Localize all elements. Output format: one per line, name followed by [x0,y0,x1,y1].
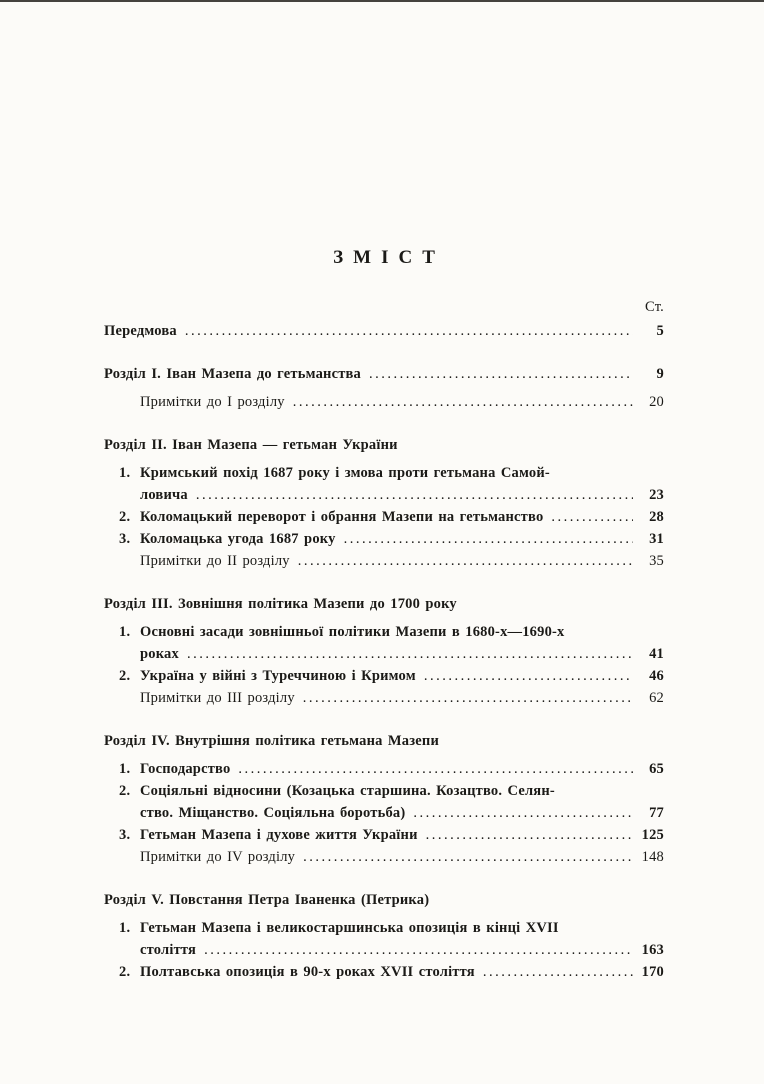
entry-last-line [140,846,664,868]
entry-body [140,687,664,709]
entry-number: 3. [119,531,131,547]
toc-section [104,889,664,983]
toc-entry [104,758,664,780]
section-heading [104,889,664,911]
entry-number: 3. [119,827,131,843]
entry-last-line [140,687,664,709]
page-number: 62 [649,690,664,706]
section-heading [104,434,664,456]
dot-leader [551,506,633,528]
page-number: 170 [641,964,664,980]
page-number: 46 [649,668,664,684]
entry-body [140,506,664,528]
section-heading-text: Розділ I. Іван Мазепа до гетьманства [104,366,362,382]
dot-leader [293,391,633,413]
toc-section [104,363,664,413]
entry-last-line [140,391,664,413]
toc-entry [104,824,664,846]
entry-line: Україна у війні з Туреччиною і Кримом [140,668,416,684]
entry-line: ловича [140,487,188,503]
dot-leader [303,846,633,868]
toc-list [104,320,664,983]
toc-entry [104,665,664,687]
entry-body [140,391,664,413]
toc-content [104,0,664,983]
toc-entry [104,506,664,528]
entry-body [140,917,664,961]
page-number: 125 [641,827,664,843]
entry-last-line [140,528,664,550]
entry-last-line [140,824,664,846]
entry-number: 1. [119,465,131,481]
toc-entry [104,621,664,665]
entry-line: Соціяльні відносини (Козацька старшина. Козацтво. Селян- [140,783,555,799]
entry-line: Коломацька угода 1687 року [140,531,336,547]
entry-last-line [140,665,664,687]
section-heading [104,363,664,385]
entry-number: 1. [119,920,131,936]
toc-entry [104,780,664,824]
entry-line: Передмова [104,323,177,339]
page-number: 65 [649,761,664,777]
dot-leader [483,961,633,983]
page-number: 31 [649,531,664,547]
toc-entry [104,320,664,342]
dot-leader [238,758,633,780]
page-number: 20 [649,394,664,410]
entry-line: Коломацький переворот і обрання Мазепи на гетьманство [140,509,544,525]
entry-line: Гетьман Мазепа і духове життя України [140,827,418,843]
page-number: 9 [656,366,664,382]
entry-line: Полтавська опозиція в 90-х роках XVII століття [140,964,475,980]
page-number: 28 [649,509,664,525]
entry-body [140,665,664,687]
section-heading [104,593,664,615]
section-heading-text: Розділ IV. Внутрішня політика гетьмана Мазепи [104,733,440,749]
entry-last-line [140,939,664,961]
entry-line: століття [140,942,197,958]
entry-body [140,528,664,550]
entry-line: Примітки до IV розділу [140,849,296,865]
toc-title: ЗМІСТ [333,247,445,268]
page-number: 23 [649,487,664,503]
page-number: 41 [649,646,664,662]
page-number: 77 [649,805,664,821]
toc-entry [104,462,664,506]
toc-section [104,593,664,709]
entry-body [140,961,664,983]
entry-number: 1. [119,624,131,640]
entry-body [140,462,664,506]
entry-line: ство. Міщанство. Соціяльна боротьба) [140,805,406,821]
page-number: 5 [656,323,664,339]
toc-section [104,320,664,342]
entry-line: Господарство [140,761,231,777]
dot-leader [187,643,633,665]
entry-last-line [140,550,664,572]
entry-line: Основні засади зовнішньої політики Мазепи в 1680-х—1690-х [140,624,565,640]
notes-entry [104,391,664,413]
page-column-label: Ст. [645,299,664,315]
toc-section [104,434,664,572]
entry-last-line [140,506,664,528]
entry-number: 1. [119,761,131,777]
entry-body [140,780,664,824]
entry-line: Гетьман Мазепа і великостаршинська опозиція в кінці XVII [140,920,559,936]
entry-number: 2. [119,668,131,684]
toc-entry [104,961,664,983]
entry-last-line [104,320,664,342]
dot-leader [413,802,633,824]
section-heading [104,730,664,752]
dot-leader [369,363,633,385]
entry-body [140,846,664,868]
entry-number: 2. [119,509,131,525]
toc-entry [104,528,664,550]
dot-leader [424,665,633,687]
entry-last-line [140,961,664,983]
dot-leader [298,550,633,572]
entry-number: 2. [119,783,131,799]
entry-last-line [140,758,664,780]
entry-body [140,824,664,846]
entry-number: 2. [119,964,131,980]
dot-leader [426,824,633,846]
page-number: 163 [641,942,664,958]
toc-entry [104,917,664,961]
entry-line: роках [140,646,179,662]
notes-entry [104,687,664,709]
dot-leader [344,528,633,550]
page-number: 35 [649,553,664,569]
entry-body [140,621,664,665]
page-number: 148 [641,849,664,865]
section-heading-text: Розділ II. Іван Мазепа — гетьман України [104,437,398,453]
section-heading-text: Розділ III. Зовнішня політика Мазепи до 1700 року [104,596,457,612]
entry-body [104,320,664,342]
dot-leader [196,484,633,506]
notes-entry [104,846,664,868]
toc-section [104,730,664,868]
dot-leader [303,687,633,709]
section-heading-text: Розділ V. Повстання Петра Іваненка (Петрика) [104,892,430,908]
entry-last-line [140,802,664,824]
entry-last-line [140,484,664,506]
dot-leader [204,939,633,961]
notes-entry [104,550,664,572]
entry-line: Примітки до II розділу [140,553,290,569]
entry-line: Кримський похід 1687 року і змова проти гетьмана Самой- [140,465,550,481]
entry-body [140,550,664,572]
entry-body [140,758,664,780]
entry-line: Примітки до III розділу [140,690,295,706]
entry-last-line [140,643,664,665]
entry-line: Примітки до I розділу [140,394,285,410]
dot-leader [185,320,633,342]
